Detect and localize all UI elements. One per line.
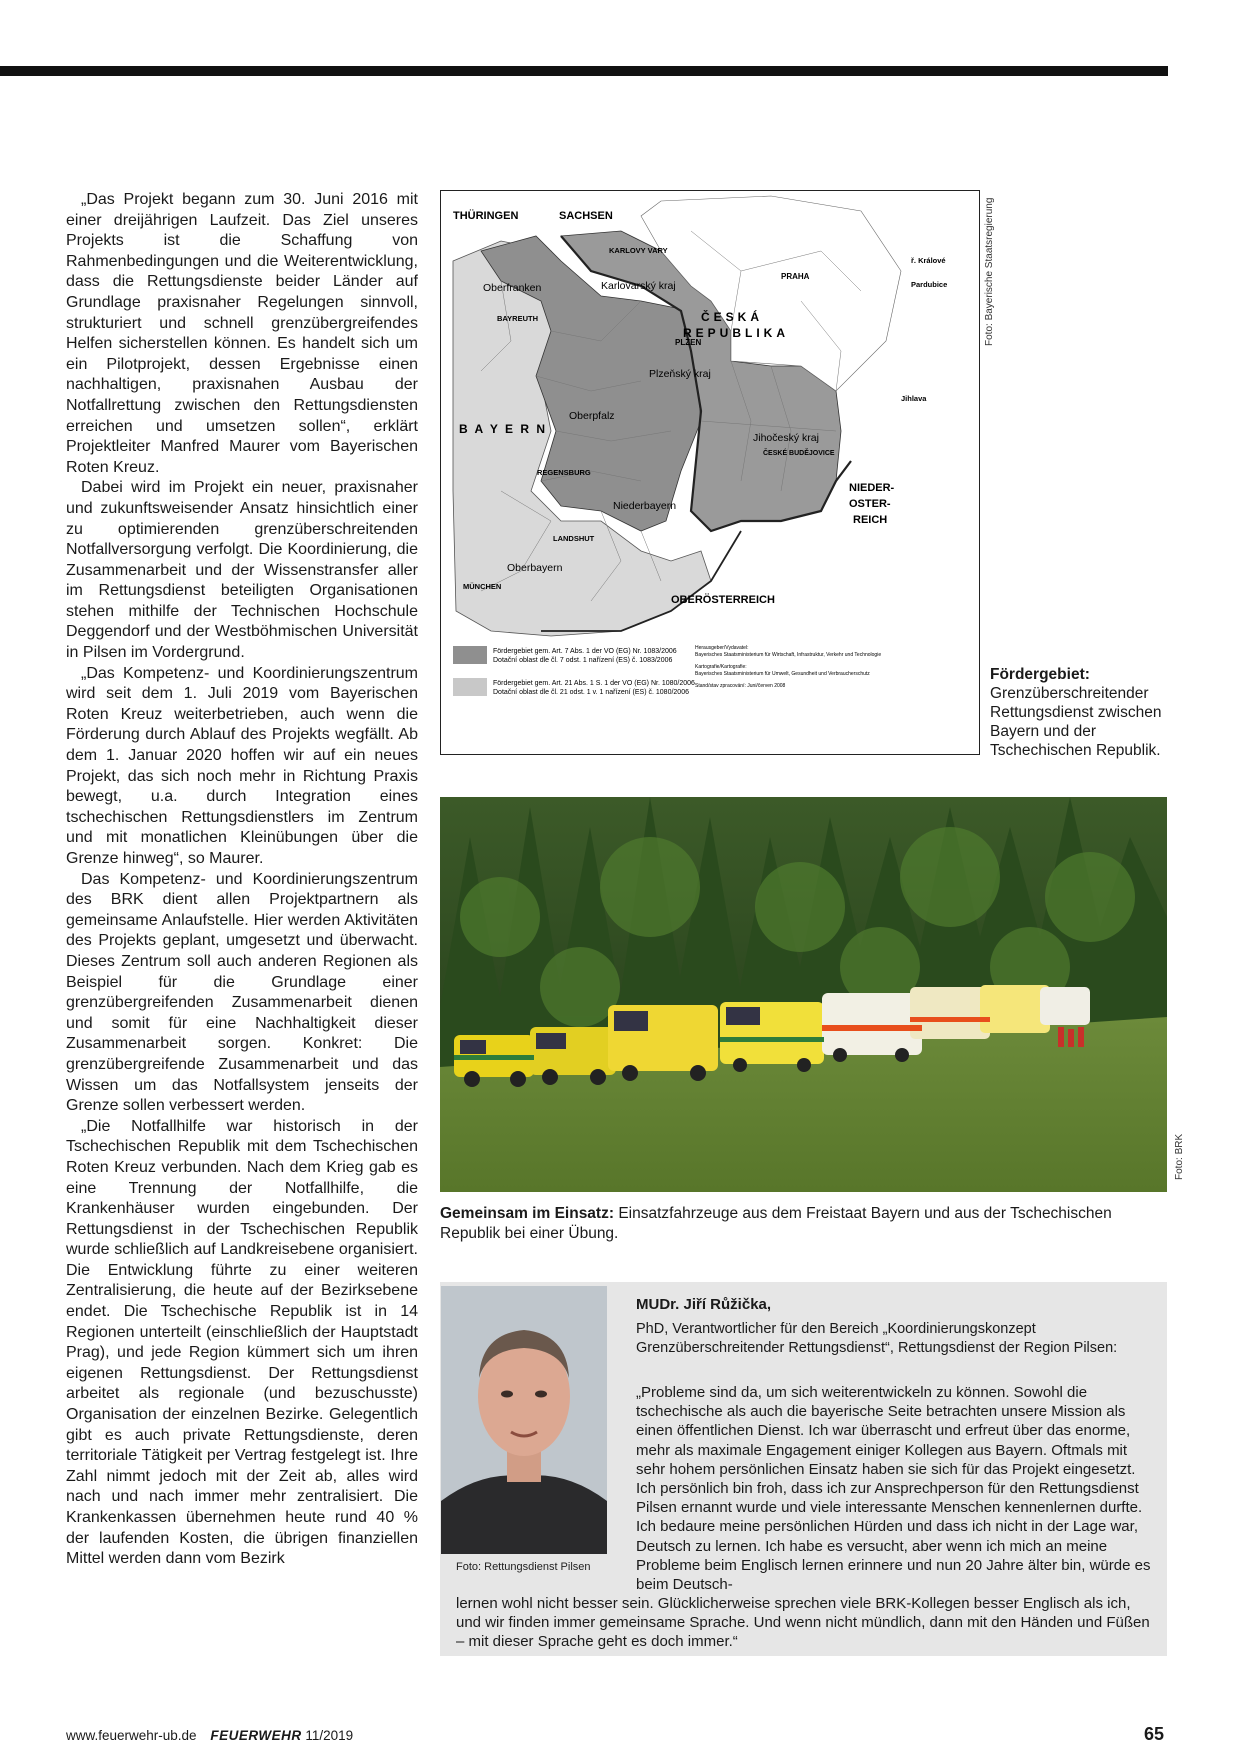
interviewee-name: MUDr. Jiří Růžička, <box>636 1296 772 1313</box>
ambulance-photo <box>440 797 1167 1192</box>
region-map <box>440 190 980 755</box>
map-label-oberoesterreich: OBERÖSTERREICH <box>671 594 775 606</box>
article-column <box>66 190 418 1570</box>
legend-pub2: Bayerisches Staatsministerium für Wirtschaft, Infrastruktur, Verkehr und Technologie <box>695 652 882 658</box>
photo-credit: Foto: BRK <box>1174 1133 1185 1180</box>
map-label-jihocesky: Jihočeský kraj <box>753 432 819 444</box>
map-label-hradec: ř. Králové <box>911 256 946 265</box>
crew <box>1058 1027 1084 1047</box>
legend-pub1: Herausgeber/Vydavatel: <box>695 645 749 651</box>
legend-swatch-light <box>453 678 487 696</box>
quote-text: „Probleme sind da, um sich weiterentwickeln zu können. Sowohl die tschechische als auch die bayerische Seite betrachten unsere Mission als einen öffentlichen Dienst. Ich war überrascht und erfreut über das enorme, mehr als maximale Engagement einiger Kollegen aus Bayern. Oftmals mit sehr hohem persönlichen Einsatz haben sie sich für das Projekt eingesetzt. Ich persönlich bin froh, dass ich zur Ansprechperson für den Rettungsdienst Pilsen ernannt wurde und viele interessante Menschen kennenlernen durfte. Ich bedaure meine persönlichen Hürden und dass ich nicht in der Lage war, Deutsch zu lernen. Ich habe es versucht, aber wenn ich mich an meine Probleme beim Englisch lernen erinnere und nun 20 Jahre älter bin, würde es beim Deutsch- <box>636 1384 1151 1594</box>
portrait-credit: Foto: Rettungsdienst Pilsen <box>456 1561 591 1573</box>
legend-pub3: Kartografie/Kartografie: <box>695 664 747 670</box>
map-label-plzen: PLZEN <box>675 338 702 347</box>
article-paragraph: Das Kompetenz- und Koordinierungszentrum des BRK dient allen Projektpartnern als gemeinsame Anlaufstelle. Hier werden Aktivitäten des Projekts geplant, umgesetzt und überwacht. Dieses Zentrum soll auch anderen Regionen als Beispiel für die Grundlage einer grenzübergreifenden Zusammenarbeit dienen und somit für eine Nachhaltigkeit dieser Zusammenarbeit sorgen. Konkret: Die grenzübergreifende Zusammenarbeit und das Wissen um das Notfallsystem jenseits der Grenze sollen verbessert werden. <box>66 870 418 1115</box>
map-label-karlovy-vary: KARLOVY VARY <box>609 246 668 255</box>
map-label-budejovice: ČESKÉ BUDĚJOVICE <box>763 450 835 457</box>
map-label-nieder3: REICH <box>853 514 888 526</box>
map-label-oberpfalz: Oberpfalz <box>569 410 615 422</box>
map-caption <box>990 665 1162 760</box>
map-label-karlovarsky: Karlovarský kraj <box>601 280 676 292</box>
map-graphic <box>441 191 979 754</box>
map-label-muenchen: MÜNCHEN <box>463 582 502 591</box>
map-label-oberbayern: Oberbayern <box>507 562 563 574</box>
map-label-regensburg: REGENSBURG <box>537 468 591 477</box>
photo-caption-bold: Gemeinsam im Einsatz: <box>440 1205 615 1222</box>
map-label-oberfranken: Oberfranken <box>483 282 542 294</box>
photo-caption <box>440 1204 1160 1244</box>
portrait-graphic <box>441 1286 607 1554</box>
map-credit: Foto: Bayerische Staatsregierung <box>984 197 995 346</box>
footer-issue: 11/2019 <box>305 1728 354 1743</box>
map-label-pardubice: Pardubice <box>911 280 948 289</box>
legend-pub4: Bayerisches Staatsministerium für Umwelt, Gesundheit und Verbraucherschutz <box>695 671 870 677</box>
map-label-niederbayern: Niederbayern <box>613 500 677 512</box>
top-rule <box>0 66 1168 76</box>
map-label-bayern: B A Y E R N <box>459 422 548 436</box>
map-label-nieder1: NIEDER- <box>849 482 895 494</box>
map-caption-text: Grenzüberschreitender Rettungsdienst zwischen Bayern und der Tschechischen Republik. <box>990 685 1162 759</box>
legend-pub5: Stand/stav zpracování: Juni/červen 2008 <box>695 683 786 689</box>
map-label-nieder2: OSTER- <box>849 498 891 510</box>
map-label-thueringen: THÜRINGEN <box>453 210 519 222</box>
legend-dark-line2: Dotační oblast dle čl. 7 odst. 1 nařízení (ES) č. 1083/2006 <box>493 657 673 664</box>
legend-dark-line1: Fördergebiet gem. Art. 7 Abs. 1 der VO (EG) Nr. 1083/2006 <box>493 648 677 655</box>
map-caption-bold: Fördergebiet: <box>990 666 1090 683</box>
article-paragraph: „Das Kompetenz- und Koordinierungszentrum wird seit dem 1. Juli 2019 vom Bayerischen Roten Kreuz weiterbetrieben, auch wenn die Förderung durch Ablauf des Projekts wegfällt. Ab dem 1. Januar 2020 hoffen wir auf ein neues Projekt, das sich noch mehr in Richtung Praxis bewegt, u.a. durch Integration eines tschechischen Rettungsdienstlers im Zentrum und mit monatlichen Kleinübungen über die Grenze hinweg“, so Maurer. <box>66 664 418 867</box>
map-label-bayreuth: BAYREUTH <box>497 314 538 323</box>
portrait-photo <box>441 1286 607 1554</box>
interviewee-role: PhD, Verantwortlicher für den Bereich „Koordinierungskonzept Grenzüberschreitender Rettungsdienst“, Rettungsdienst der Region Pilsen: <box>636 1321 1118 1356</box>
map-label-praha: PRAHA <box>781 272 810 281</box>
footer-url: www.feuerwehr-ub.de <box>66 1728 197 1743</box>
article-paragraph: Dabei wird im Projekt ein neuer, praxisnaher und zukunftsweisender Ansatz hinsichtlich einer zu optimierenden grenzüberschreitenden Notfallversorgung verfolgt. Die Koordinierung, die Zusammenarbeit und der Wissenstransfer aller im Rettungsdienst beteiligten Organisationen stehen mithilfe der Technischen Hochschule Deggendorf und der Westböhmischen Universität in Pilsen im Vordergrund. <box>66 479 418 662</box>
footer <box>66 1728 353 1743</box>
quote-text-end: lernen wohl nicht besser sein. Glücklicherweise sprechen viele BRK-Kollegen besser Englisch als ich, und wir finden immer gemeinsame Sprache. Und wenn nicht mündlich, dann mit den Händen und Füßen – mit dieser Sprache geht es doch immer.“ <box>456 1595 1150 1651</box>
map-label-landshut: LANDSHUT <box>553 534 595 543</box>
ambulance-photo-graphic <box>440 797 1167 1192</box>
legend-light-line1: Fördergebiet gem. Art. 21 Abs. 1 S. 1 der VO (EG) Nr. 1080/2006 <box>493 680 695 687</box>
map-label-plzensky: Plzeňský kraj <box>649 368 711 380</box>
page-number: 65 <box>1144 1724 1165 1744</box>
map-label-ceska: ČESKÁ <box>701 310 764 324</box>
article-paragraph: „Die Notfallhilfe war historisch in der Tschechischen Republik mit dem Tschechischen Roten Kreuz verbunden. Nach dem Krieg gab es eine Trennung der Notfallhilfe, die Krankenhäuser wurden eingebunden. Der Rettungsdienst in der Tschechischen Republik wurde schließlich auf Landkreisebene organisiert. Die Entwicklung führte zu einer weiteren Zentralisierung, die heute auf der Bezirksebene endet. Die Tschechische Republik ist in 14 Regionen unterteilt (einschließlich der Hauptstadt Prag), und jede Region kümmert sich um ihren eigenen Rettungsdienst. Der Rettungsdienst arbeitet als regionale (und bezuschusste) Organisation der einzelnen Bezirke. Gelegentlich gibt es auch private Rettungsdienste, deren territoriale Tätigkeit per Vertrag festgelegt ist. Ihre Zahl nimmt jedoch mit der Zeit ab, alles wird nach und nach immer mehr zentralisiert. Die Krankenkassen übernehmen heute rund 40 % der laufenden Kosten, die übrigen finanziellen Mittel werden dann vom Bezirk <box>66 1117 418 1568</box>
legend-swatch-dark <box>453 646 487 664</box>
legend-light-line2: Dotační oblast dle čl. 21 odst. 1 v. 1 nařízení (ES) č. 1080/2006 <box>493 689 689 696</box>
map-label-sachsen: SACHSEN <box>559 210 613 222</box>
footer-brand: FEUERWEHR <box>210 1728 302 1743</box>
map-label-republika: REPUBLIKA <box>683 326 790 340</box>
article-paragraph: „Das Projekt begann zum 30. Juni 2016 mit einer dreijährigen Laufzeit. Das Ziel unseres Projekts ist die Schaffung von Rahmenbedingungen und die Weiterentwicklung, dass die Rettungsdienste beider Länder auf Grundlage praxisnaher Regelungen sinnvoll, strukturiert und schnell grenzübergreifendes Helfen sicherstellen können. Es handelt sich um ein Pilotprojekt, dessen Ergebnisse einen nachhaltigen, praxisnahen Ausbau der Notfallrettung zwischen den Rettungsdiensten erreichen und umsetzen sollen“, erklärt Projektleiter Manfred Maurer vom Bayerischen Roten Kreuz. <box>66 191 418 476</box>
photo-caption-text: Einsatzfahrzeuge aus dem Freistaat Bayern und aus der Tschechischen Republik bei einer Übung. <box>440 1205 1112 1242</box>
map-label-jihlava: Jihlava <box>901 394 927 403</box>
